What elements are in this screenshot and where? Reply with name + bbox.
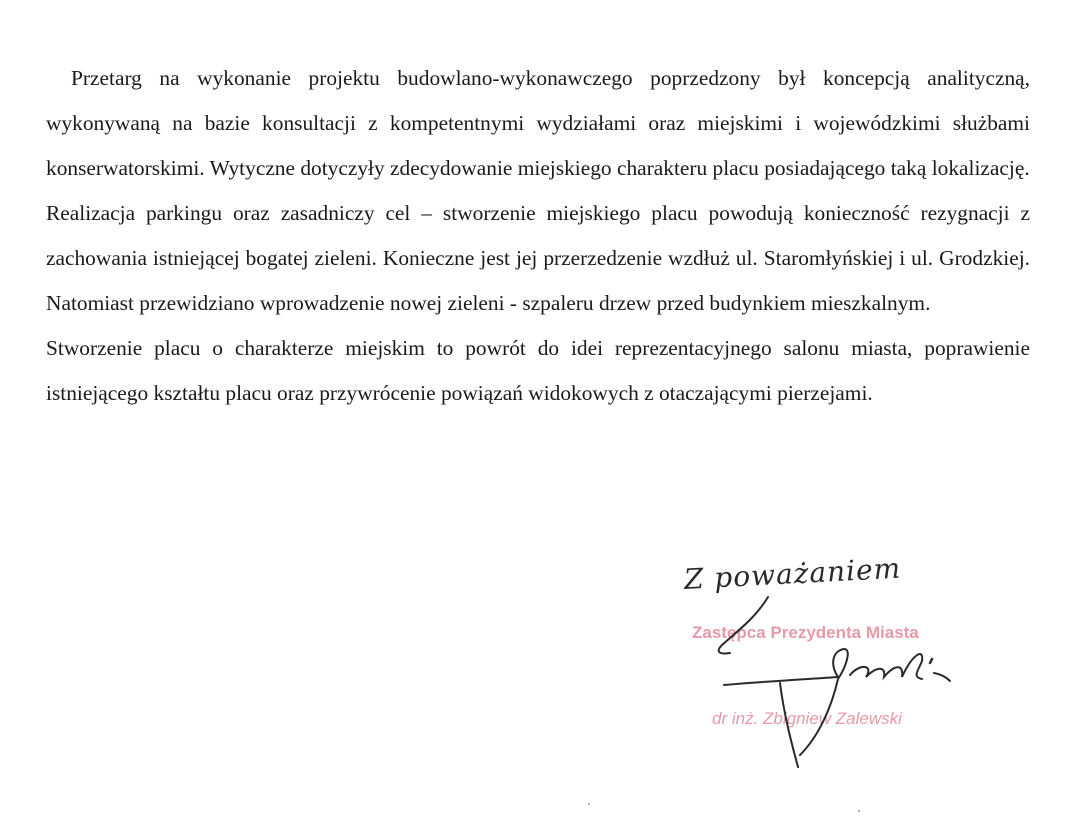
paragraph-2: Realizacja parkingu oraz zasadniczy cel – stworzenie miejskiego placu powodują konieczność rezygnacji z zachowania istniejącej bogatej zieleni. Konieczne jest jej przerzedzenie wzdłuż ul. Staromłyńskiej i ul. Grodzkiej. Natomiast przewidziano wprowadzenie nowej zieleni - szpaleru drzew przed budynkiem mieszkalnym.: [46, 201, 1030, 315]
handwritten-closing: Z poważaniem: [683, 551, 902, 596]
paragraph-3: Stworzenie placu o charakterze miejskim to powrót do idei reprezentacyjnego salonu miasta, poprawienie istniejącego kształtu placu oraz przywrócenie powiązań widokowych z otaczającymi pierzejami.: [46, 336, 1030, 405]
stamp-title: Zastępca Prezydenta Miasta: [692, 623, 919, 642]
scan-speck: [858, 810, 860, 812]
letter-body: [46, 56, 1030, 416]
scan-speck: [588, 803, 590, 805]
paragraph-1: Przetarg na wykonanie projektu budowlano-wykonawczego poprzedzony był koncepcją analityczną, wykonywaną na bazie konsultacji z kompetentnymi wydziałami oraz miejskimi i wojewódzkimi służbami konserwatorskimi. Wytyczne dotyczyły zdecydowanie miejskiego charakteru placu posiadającego taką lokalizację.: [46, 66, 1030, 180]
signature-block: [660, 551, 1060, 795]
stamp-name: dr inż. Zbigniew Zalewski: [712, 709, 902, 728]
